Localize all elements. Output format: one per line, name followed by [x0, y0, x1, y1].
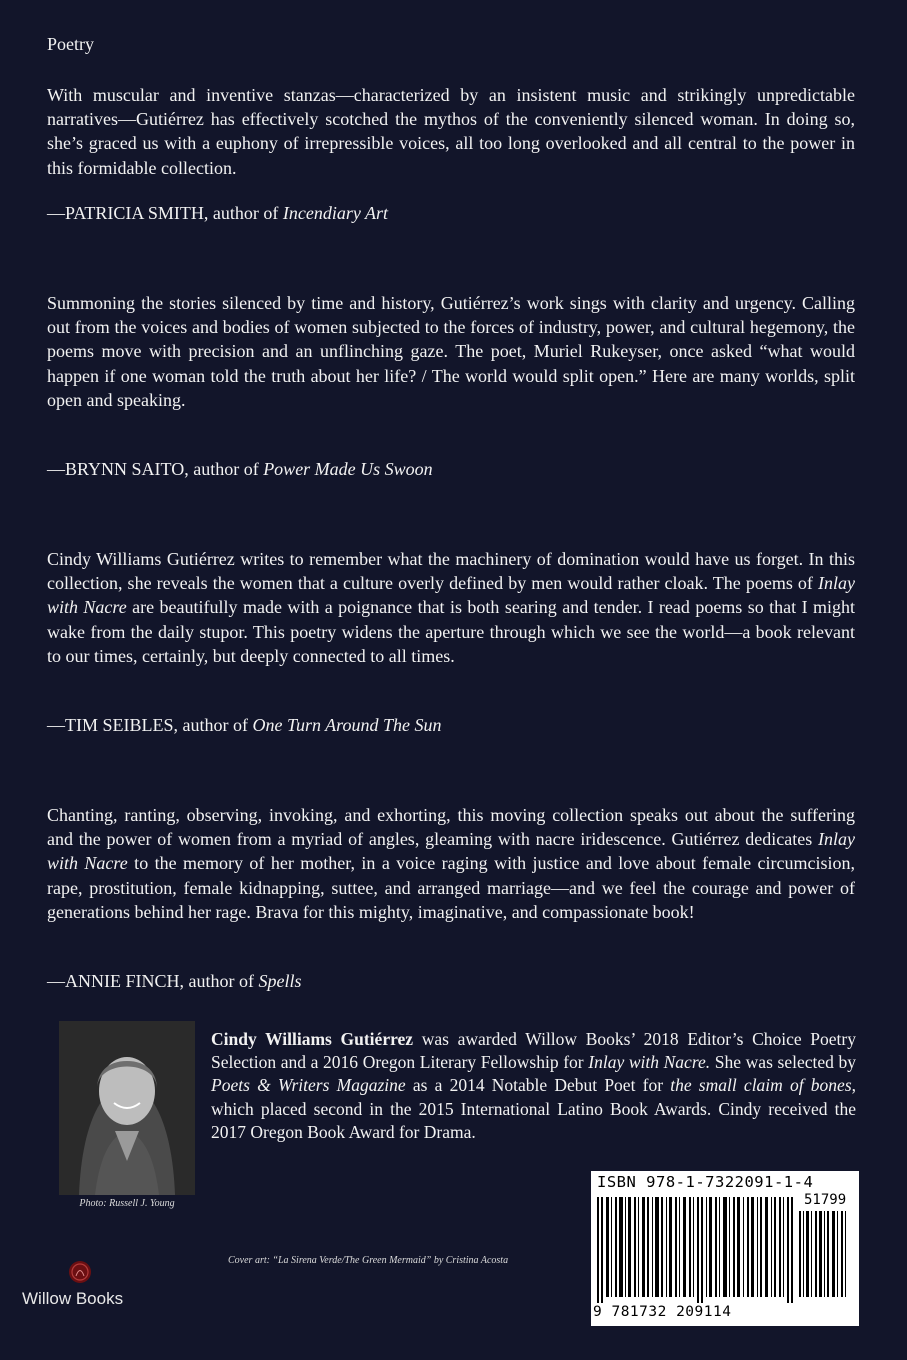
book-title: Inlay with Nacre — [47, 829, 855, 874]
author-name: Cindy Williams Gutiérrez — [211, 1029, 414, 1049]
attribution-title: One Turn Around The Sun — [252, 715, 442, 735]
attribution-author-of: author of — [178, 715, 253, 735]
bio-text: as a 2014 Notable Debut Poet for — [405, 1075, 671, 1096]
attribution-name: —BRYNN SAITO, — [47, 459, 189, 479]
blurb-tim-seibles — [47, 547, 855, 668]
author-portrait-icon — [59, 1021, 195, 1195]
bio-text: She was selected by — [710, 1052, 856, 1073]
attribution-author-of: author of — [188, 459, 264, 479]
attribution-annie-finch — [47, 971, 301, 992]
attribution-title: Spells — [258, 971, 302, 991]
blurb-annie-finch — [47, 803, 855, 924]
bio-book-title: the small claim of bones — [670, 1075, 852, 1096]
author-photo — [59, 1021, 195, 1195]
attribution-author-of: author of — [208, 203, 283, 223]
category-label: Poetry — [47, 34, 94, 54]
ean-digits: 9 781732 209114 — [593, 1304, 732, 1320]
isbn-barcode — [591, 1171, 859, 1326]
blurb-patricia-smith: With muscular and inventive stanzas—characterized by an insistent music and strikingly unpredictable narratives—Gutiérrez has effectively scotched the mythos of the conveniently silenced woman. In doing so, she’s graced us with a euphony of irrepressible voices, all too long overlooked and all central to the power in this formidable collection. — [47, 85, 855, 178]
bio-magazine-title: Poets & Writers Magazine — [211, 1075, 406, 1096]
attribution-patricia-smith — [47, 203, 388, 224]
book-title: Inlay with Nacre — [47, 573, 855, 618]
blurb-text: Chanting, ranting, observing, invoking, and exhorting, this moving collection speaks out about the suffering and the power of women from a myriad of angles, gleaming with nacre iridescence. Gutiérrez dedicates — [47, 805, 855, 850]
bio-text: was awarded Willow Books’ 2018 Editor’s Choice Poetry Selection and a 2016 Oregon Literary Fellowship for — [211, 1029, 856, 1073]
bio-book-title: Inlay with Nacre. — [588, 1052, 711, 1073]
isbn-text: ISBN 978-1-7322091-1-4 — [597, 1173, 814, 1191]
attribution-brynn-saito — [47, 459, 433, 480]
blurb-brynn-saito: Summoning the stories silenced by time and history, Gutiérrez’s work sings with clarity and urgency. Calling out from the voices and bodies of women subjected to the forces of industry, power, and cultural hegemony, the poems move with precision and an unflinching gaze. The poet, Muriel Rukeyser, once asked “what would happen if one woman told the truth about her life? / The world would split open.” Here are many worlds, split open and speaking. — [47, 293, 855, 410]
attribution-title: Incendiary Art — [282, 203, 389, 223]
blurb-text: to the memory of her mother, in a voice raging with justice and love about female circumcision, rape, prostitution, female kidnapping, suttee, and arranged marriage—and we feel the courage and power of generations behind her rage. Brava for this mighty, imaginative, and compassionate book! — [47, 853, 855, 922]
attribution-name: —TIM SEIBLES, — [47, 715, 179, 735]
blurb-text: are beautifully made with a poignance that is both searing and tender. I read poems so that I might wake from the daily stupor. This poetry widens the aperture through which we see the world—a book relevant to our times, certainly, but deeply connected to all times. — [47, 597, 855, 666]
barcode-bars-icon — [597, 1195, 853, 1303]
attribution-author-of: author of — [184, 971, 259, 991]
blurb-text: Cindy Williams Gutiérrez writes to remember what the machinery of domination would have us forget. In this collection, she reveals the women that a culture overly defined by men would rather cloak. The poems of — [47, 549, 855, 594]
bio-text: , which placed second in the 2015 International Latino Book Awards. Cindy received the 2017 Oregon Book Award for Drama. — [211, 1075, 857, 1142]
attribution-title: Power Made Us Swoon — [263, 459, 433, 479]
attribution-name: —PATRICIA SMITH, — [47, 203, 209, 223]
publisher-name: Willow Books — [22, 1289, 124, 1308]
cover-art-credit: Cover art: “La Sirena Verde/The Green Mermaid” by Cristina Acosta — [228, 1255, 509, 1266]
attribution-name: —ANNIE FINCH, — [47, 971, 184, 991]
photo-credit: Photo: Russell J. Young — [79, 1198, 175, 1209]
price-code: 51799 — [804, 1192, 847, 1208]
author-bio — [211, 1028, 856, 1144]
attribution-tim-seibles — [47, 715, 442, 736]
